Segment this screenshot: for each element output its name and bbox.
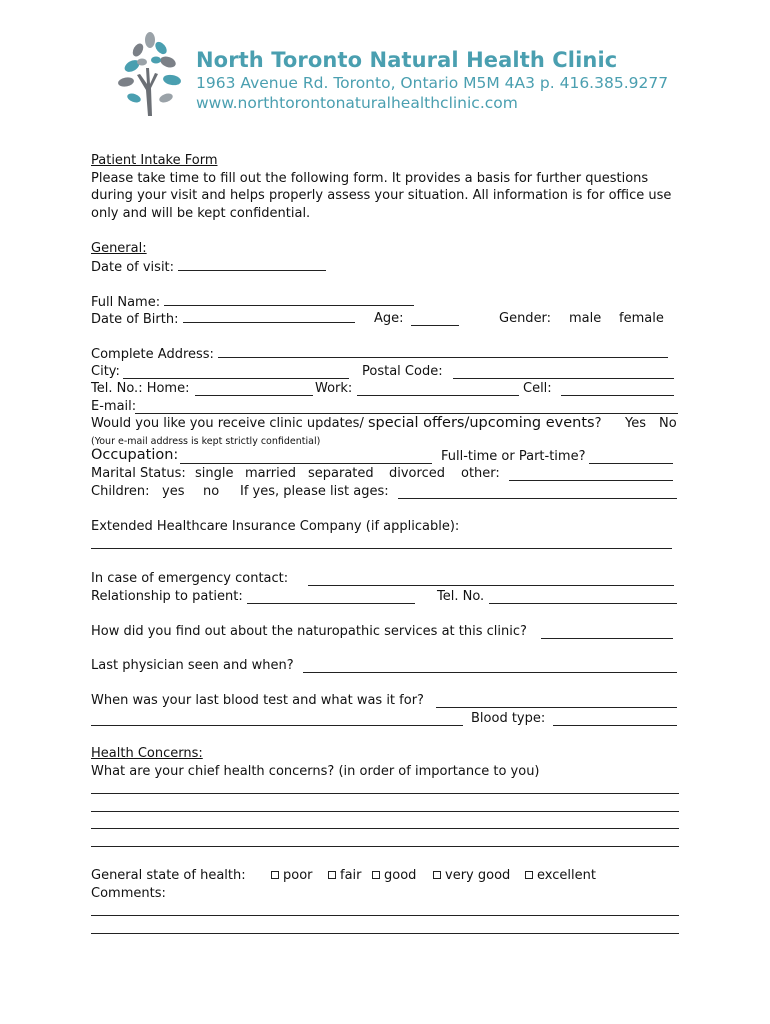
full-part-time-field[interactable] xyxy=(589,451,673,464)
blood-test-field-2[interactable] xyxy=(91,713,463,726)
fair-checkbox[interactable] xyxy=(328,871,336,879)
updates-question: Would you like you receive clinic updates/ special offers/upcoming events? xyxy=(91,415,602,431)
emergency-tel-label: Tel. No. xyxy=(437,588,485,604)
age-field[interactable] xyxy=(411,313,459,326)
health-good-option[interactable]: good xyxy=(372,867,416,885)
children-row xyxy=(91,483,681,501)
intro-line-2: during your visit and helps properly assess your situation. All information is for office use xyxy=(91,188,672,203)
clinic-header xyxy=(108,28,668,120)
occupation-field[interactable] xyxy=(180,451,432,464)
date-of-visit-field[interactable] xyxy=(178,258,326,271)
email-note: (Your e-mail address is kept strictly confidential) xyxy=(91,436,321,447)
insurance-label: Extended Healthcare Insurance Company (if applicable): xyxy=(91,518,460,534)
concern-line-1[interactable] xyxy=(91,793,679,794)
email-row xyxy=(91,398,681,416)
date-of-visit-label: Date of visit: xyxy=(91,259,175,275)
blood-test-field[interactable] xyxy=(436,695,677,708)
cell-label: Cell: xyxy=(523,381,552,396)
last-physician-label: Last physician seen and when? xyxy=(91,658,294,673)
very-good-checkbox[interactable] xyxy=(433,871,441,879)
health-very-good-option[interactable]: very good xyxy=(433,867,510,885)
children-no-option[interactable]: no xyxy=(203,483,220,499)
health-fair-option[interactable]: fair xyxy=(328,867,362,885)
blood-type-label: Blood type: xyxy=(471,710,546,726)
marital-label: Marital Status: xyxy=(91,466,186,481)
last-physician-field[interactable] xyxy=(303,660,677,673)
general-state-label: General state of health: xyxy=(91,868,246,883)
general-heading: General: xyxy=(91,241,147,256)
find-out-row xyxy=(91,623,681,641)
gender-female-option[interactable]: female xyxy=(619,311,664,326)
clinic-website: www.northtorontonaturalhealthclinic.com xyxy=(196,94,518,112)
gender-label: Gender: xyxy=(499,311,552,326)
marital-divorced-option[interactable]: divorced xyxy=(389,466,445,481)
address-label: Complete Address: xyxy=(91,347,214,362)
health-poor-option[interactable]: poor xyxy=(271,867,313,885)
occupation-row xyxy=(91,447,681,465)
general-state-row xyxy=(91,867,681,885)
full-name-field[interactable] xyxy=(164,293,414,306)
address-row xyxy=(91,345,668,364)
dob-label: Date of Birth: xyxy=(91,312,179,327)
work-label: Work: xyxy=(315,381,353,396)
email-field[interactable] xyxy=(135,401,678,414)
full-name-row xyxy=(91,293,414,312)
city-label: City: xyxy=(91,363,120,379)
blood-type-field[interactable] xyxy=(553,713,677,726)
concern-line-3[interactable] xyxy=(91,828,679,829)
find-out-label: How did you find out about the naturopathic services at this clinic? xyxy=(91,623,527,639)
updates-yes-option[interactable]: Yes xyxy=(625,416,646,431)
comments-label: Comments: xyxy=(91,885,166,901)
full-name-label: Full Name: xyxy=(91,294,161,310)
blood-test-label: When was your last blood test and what was it for? xyxy=(91,693,424,708)
comments-line-2[interactable] xyxy=(91,933,679,934)
emergency-row xyxy=(91,570,681,588)
tree-icon xyxy=(108,28,192,118)
excellent-checkbox[interactable] xyxy=(525,871,533,879)
find-out-field[interactable] xyxy=(541,626,673,639)
marital-other-field[interactable] xyxy=(509,468,673,481)
work-field[interactable] xyxy=(357,383,519,396)
form-title: Patient Intake Form xyxy=(91,153,218,168)
tel-home-label: Tel. No.: Home: xyxy=(91,381,190,396)
phone-row xyxy=(91,380,681,398)
date-of-visit-row xyxy=(91,258,326,277)
tel-home-field[interactable] xyxy=(195,383,313,396)
emergency-contact-label: In case of emergency contact: xyxy=(91,571,289,586)
concern-line-4[interactable] xyxy=(91,846,679,847)
postal-code-field[interactable] xyxy=(453,366,674,379)
marital-married-option[interactable]: married xyxy=(245,466,296,481)
good-checkbox[interactable] xyxy=(372,871,380,879)
relationship-row xyxy=(91,588,681,606)
marital-separated-option[interactable]: separated xyxy=(308,466,374,481)
blood-test-row xyxy=(91,692,681,710)
children-ages-field[interactable] xyxy=(398,486,677,499)
dob-field[interactable] xyxy=(183,310,355,323)
postal-code-label: Postal Code: xyxy=(362,363,443,379)
cell-field[interactable] xyxy=(561,383,674,396)
occupation-label: Occupation: xyxy=(91,447,179,463)
age-label: Age: xyxy=(374,311,404,326)
children-ages-label: If yes, please list ages: xyxy=(240,483,389,499)
marital-single-option[interactable]: single xyxy=(195,466,234,481)
physician-row xyxy=(91,657,681,675)
gender-male-option[interactable]: male xyxy=(569,311,602,326)
comments-line-1[interactable] xyxy=(91,915,679,916)
email-label: E-mail: xyxy=(91,398,137,414)
poor-checkbox[interactable] xyxy=(271,871,279,879)
full-part-time-label: Full-time or Part-time? xyxy=(441,449,586,464)
health-heading: Health Concerns: xyxy=(91,746,203,761)
children-label: Children: xyxy=(91,483,150,499)
emergency-tel-field[interactable] xyxy=(489,591,677,604)
relationship-label: Relationship to patient: xyxy=(91,588,243,604)
city-field[interactable] xyxy=(123,366,349,379)
emergency-contact-field[interactable] xyxy=(308,573,674,586)
chief-concerns-label: What are your chief health concerns? (in order of importance to you) xyxy=(91,763,540,779)
address-field[interactable] xyxy=(218,345,668,358)
intro-line-1: Please take time to fill out the following form. It provides a basis for further questions xyxy=(91,170,649,186)
updates-row xyxy=(91,415,681,433)
updates-no-option[interactable]: No xyxy=(659,416,677,431)
insurance-field[interactable] xyxy=(91,548,672,549)
city-row xyxy=(91,363,681,381)
marital-row xyxy=(91,465,681,483)
intro-line-3: only and will be kept confidential. xyxy=(91,205,311,221)
health-excellent-option[interactable]: excellent xyxy=(525,867,596,885)
dob-row xyxy=(91,310,681,329)
clinic-address: 1963 Avenue Rd. Toronto, Ontario M5M 4A3 p. 416.385.9277 xyxy=(196,74,669,92)
children-yes-option[interactable]: yes xyxy=(162,483,185,499)
clinic-name: North Toronto Natural Health Clinic xyxy=(196,48,618,72)
relationship-field[interactable] xyxy=(247,591,415,604)
marital-other-option[interactable]: other: xyxy=(461,466,500,481)
concern-line-2[interactable] xyxy=(91,811,679,812)
